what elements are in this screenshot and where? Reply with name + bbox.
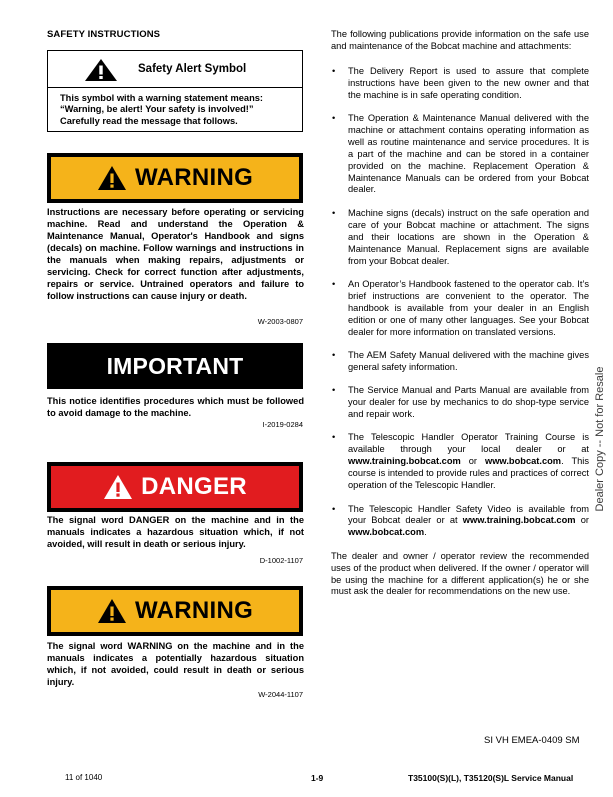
training-link[interactable]: www.training.bobcat.com: [348, 456, 461, 467]
safety-alert-label: Safety Alert Symbol: [138, 63, 247, 75]
manual-code: SI VH EMEA-0409 SM: [484, 735, 580, 746]
page-count: 11 of 1040: [65, 773, 103, 782]
list-item-safety-video: • The Telescopic Handler Safety Video is available from your Bobcat dealer or at www.training.bobcat.com or www.bobcat.com.: [331, 504, 589, 540]
list-item: • The Operation & Maintenance Manual delivered with the machine or attachment contains operating information as well as routine maintenance and service procedures. It is a part of the machine and can be stored in a container provided on the machine. Replacement Operation & Maintenance Manuals can be ordered from your Bobcat dealer.: [331, 113, 589, 196]
bobcat-link[interactable]: www.bobcat.com: [348, 527, 425, 538]
list-item: • The Service Manual and Parts Manual are available from your dealer for use by mechanics to do shop-type service and repair work.: [331, 385, 589, 421]
safety-alert-triangle-icon: [84, 58, 118, 82]
page-number: 1-9: [311, 773, 324, 783]
safety-alert-text: This symbol with a warning statement means: “Warning, be alert! Your safety is involved!” Carefully read the message that follows.: [60, 93, 264, 126]
publications-closing: The dealer and owner / operator review the recommended uses of the product when delivered. If the owner / operator will be using the machine for a different application(s) he or she must ask the dealer for recommendations on the new use.: [331, 550, 589, 597]
warning-text-2: The signal word WARNING on the machine and in the manuals indicates a potentially hazardous situation which, if not avoided, could result in death or serious injury.: [47, 641, 304, 687]
training-link[interactable]: www.training.bobcat.com: [462, 515, 576, 526]
section-title: SAFETY INSTRUCTIONS: [47, 29, 161, 40]
bobcat-link[interactable]: www.bobcat.com: [484, 456, 562, 467]
danger-triangle-icon: [103, 474, 133, 500]
danger-label: DANGER: [141, 473, 247, 500]
list-item: • Machine signs (decals) instruct on the safe operation and care of your Bobcat machine or attachment. The signs and their locations are shown in the Operation & Maintenance Manual. Replacement signs are available from your Bobcat dealer.: [331, 208, 589, 268]
important-code: I-2019-0284: [262, 420, 303, 429]
safety-alert-box: [47, 50, 303, 132]
publications-column: [331, 29, 589, 598]
important-text: This notice identifies procedures which must be followed to avoid damage to the machine.: [47, 396, 304, 418]
publications-list: [331, 66, 589, 539]
warning-banner: [47, 153, 303, 203]
side-note-text: Dealer Copy -- Not for Resale: [594, 366, 606, 512]
safety-alert-header: [48, 51, 302, 88]
danger-banner: [47, 462, 303, 512]
warning-banner-2: [47, 586, 303, 636]
warning-code-2: W-2044-1107: [258, 690, 303, 699]
danger-text: The signal word DANGER on the machine and in the manuals indicates a hazardous situation which, if not avoided, will result in death or serious injury.: [47, 515, 304, 549]
warning-triangle-icon: [97, 598, 127, 624]
list-item: • The AEM Safety Manual delivered with the machine gives general safety information.: [331, 350, 589, 374]
warning-code: W-2003-0807: [257, 317, 303, 326]
list-item-training-course: • The Telescopic Handler Operator Training Course is available through your local dealer or at www.training.bobcat.com or www.bobcat.com. This course is intended to provide rules and practices of correct operation of the Telescopic Handler.: [331, 432, 589, 492]
warning-label-2: WARNING: [134, 597, 254, 624]
important-label: IMPORTANT: [106, 352, 244, 379]
warning-label: WARNING: [134, 164, 254, 191]
warning-text: Instructions are necessary before operating or servicing machine. Read and understand the Operation & Maintenance Manual, Operator's Handbook and signs (decals) on machine. Follow warnings and instructions in the manuals when making repairs, adjustments or servicing. Check for correct function after adjustments, repairs or service. Untrained operators and failure to follow instructions can cause injury or death.: [47, 207, 304, 301]
danger-code: D-1002-1107: [259, 556, 303, 565]
list-item: • The Delivery Report is used to assure that complete instructions have been given to the new owner and that the machine is in safe operating condition.: [331, 66, 589, 102]
important-banner: [47, 343, 303, 389]
warning-triangle-icon: [97, 165, 127, 191]
manual-title: T35100(S)(L), T35120(S)L Service Manual: [408, 773, 574, 783]
watermark-side-note: [592, 318, 608, 560]
publications-intro: The following publications provide information on the safe use and maintenance of the Bobcat machine and attachments:: [331, 29, 589, 51]
list-item: • An Operator’s Handbook fastened to the operator cab. It’s brief instructions are convenient to the operator. The handbook is available from your dealer in an English edition or one of many other languages. See your Bobcat dealer for more information on translated versions.: [331, 279, 589, 339]
